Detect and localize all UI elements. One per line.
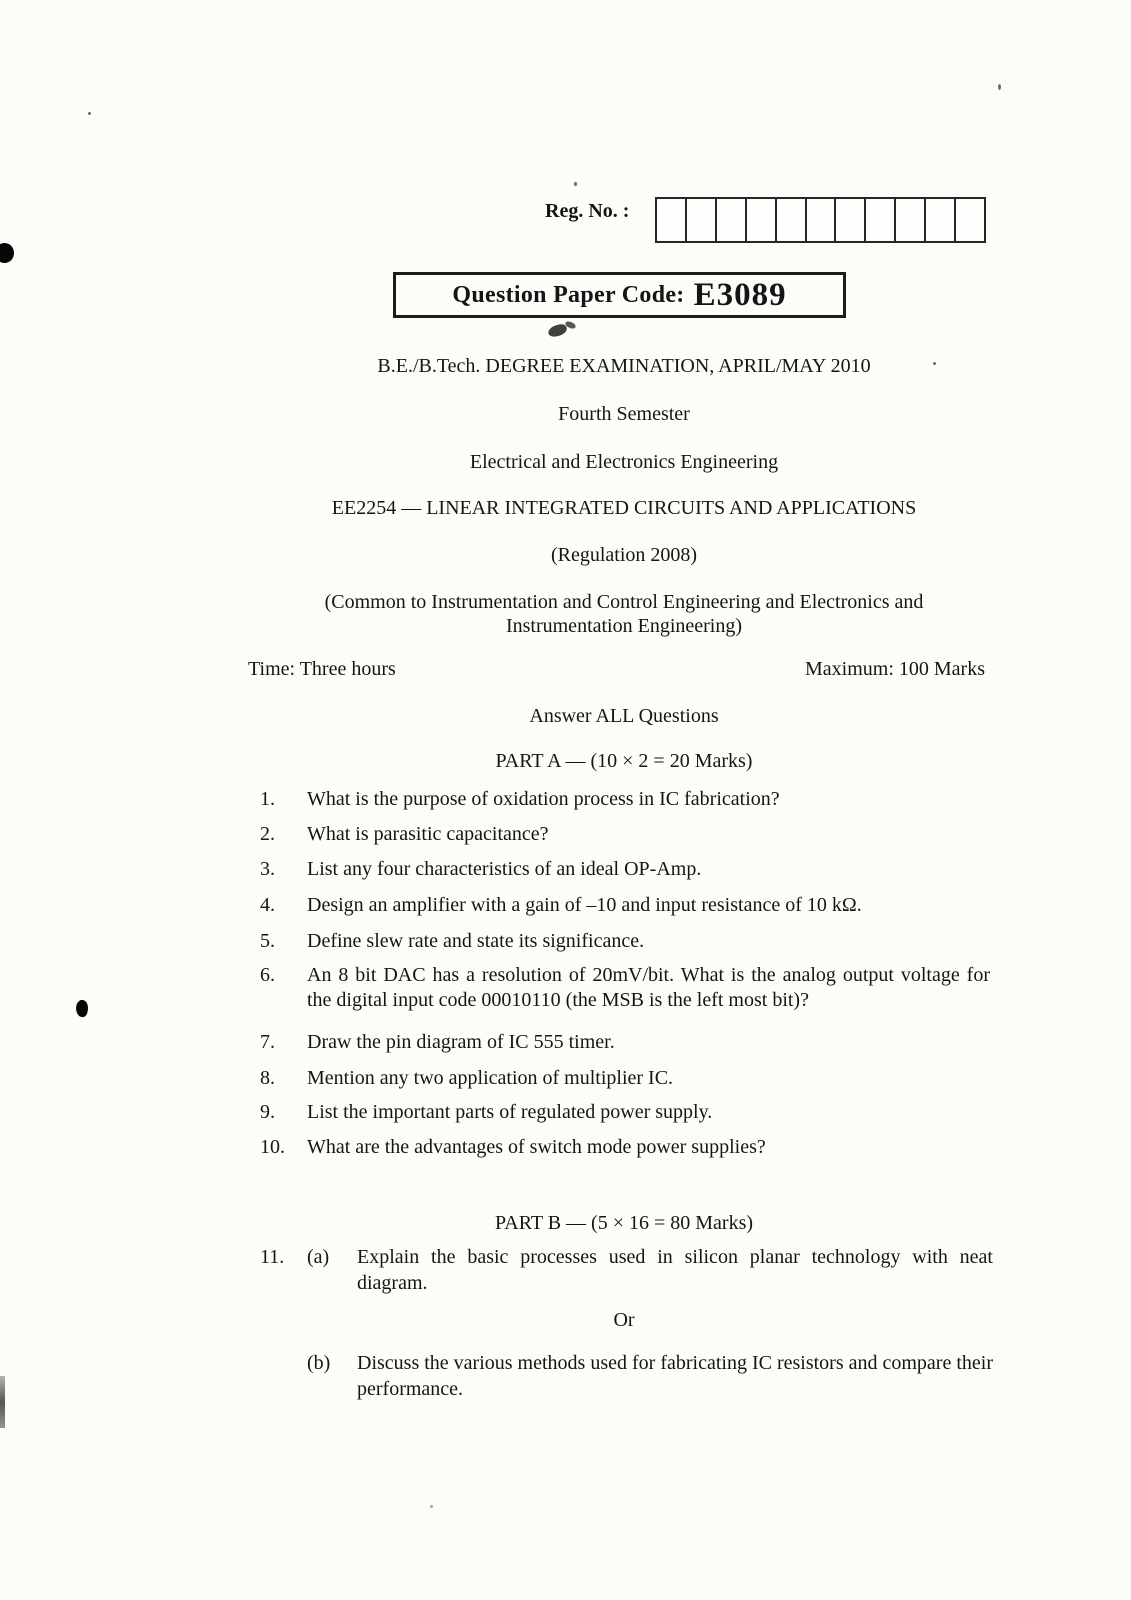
exam-title: B.E./B.Tech. DEGREE EXAMINATION, APRIL/MAY 2010 — [377, 355, 871, 377]
question-row — [260, 963, 990, 1013]
scan-artifact-speck — [998, 84, 1001, 90]
part-b-heading: PART B — (5 × 16 = 80 Marks) — [494, 1212, 754, 1234]
reg-no-cell — [896, 199, 926, 241]
scan-artifact-blob — [0, 243, 14, 263]
reg-no-cell — [657, 199, 687, 241]
option-b-label: (b) — [307, 1352, 331, 1374]
time-marks-row — [248, 658, 985, 681]
question-text: What are the advantages of switch mode power supplies? — [307, 1136, 766, 1158]
max-marks: Maximum: 100 Marks — [805, 658, 985, 680]
question-number: 2. — [260, 823, 275, 845]
question-number: 10. — [260, 1136, 285, 1158]
scan-artifact-speck — [430, 1505, 433, 1508]
scan-artifact-speck — [574, 182, 577, 186]
reg-no-cell — [926, 199, 956, 241]
or-separator: Or — [613, 1309, 635, 1331]
reg-no-label: Reg. No. : — [545, 200, 630, 222]
question-row — [260, 893, 990, 918]
option-a-text: Explain the basic processes used in silicon planar technology with neat diagram. — [357, 1246, 993, 1294]
question-paper-code-value: E3089 — [693, 276, 787, 313]
question-text: What is the purpose of oxidation process in IC fabrication? — [307, 788, 780, 810]
question-number: 8. — [260, 1067, 275, 1089]
question-number: 6. — [260, 964, 275, 986]
scan-artifact-speck — [933, 362, 936, 365]
question-text: What is parasitic capacitance? — [307, 823, 549, 845]
question-11-option-b — [307, 1350, 993, 1402]
course-title: EE2254 — LINEAR INTEGRATED CIRCUITS AND APPLICATIONS — [331, 497, 917, 519]
department: Electrical and Electronics Engineering — [469, 451, 779, 473]
question-text: List any four characteristics of an ideal OP-Amp. — [307, 858, 702, 880]
question-row — [260, 822, 990, 847]
question-number: 11. — [260, 1246, 285, 1268]
question-paper-code-label: Question Paper Code: — [452, 281, 685, 308]
semester: Fourth Semester — [558, 403, 690, 425]
scan-artifact-speck — [88, 112, 91, 115]
question-row — [260, 1066, 990, 1091]
option-a-label: (a) — [307, 1246, 330, 1268]
question-row — [260, 1100, 990, 1125]
answer-instruction: Answer ALL Questions — [529, 705, 719, 727]
question-row — [260, 929, 990, 954]
question-text: Design an amplifier with a gain of –10 and input resistance of 10 kΩ. — [307, 894, 862, 916]
question-number: 3. — [260, 858, 275, 880]
question-text: Mention any two application of multiplier IC. — [307, 1067, 674, 1089]
reg-no-cell — [687, 199, 717, 241]
question-paper-code-box — [393, 272, 846, 318]
question-row — [260, 787, 990, 812]
question-row — [260, 857, 990, 882]
question-11-option-a — [260, 1244, 993, 1296]
question-number: 7. — [260, 1031, 275, 1053]
question-text: Define slew rate and state its significance. — [307, 930, 645, 952]
question-text: List the important parts of regulated power supply. — [307, 1101, 713, 1123]
reg-no-cell — [807, 199, 837, 241]
question-row — [260, 1135, 990, 1160]
part-a-heading: PART A — (10 × 2 = 20 Marks) — [495, 750, 753, 772]
reg-no-cell — [956, 199, 984, 241]
common-note: (Common to Instrumentation and Control Engineering and Electronics and Instrumentation Engineering) — [324, 591, 924, 637]
reg-no-cell — [777, 199, 807, 241]
reg-no-grid — [655, 197, 986, 243]
scan-artifact-streak — [0, 1376, 5, 1428]
reg-no-cell — [717, 199, 747, 241]
question-number: 4. — [260, 894, 275, 916]
time-allowed: Time: Three hours — [248, 658, 396, 680]
question-text: An 8 bit DAC has a resolution of 20mV/bit. What is the analog output voltage for the digital input code 00010110 (the MSB is the left most bit)? — [307, 964, 990, 1011]
scan-artifact-blob — [75, 999, 89, 1018]
question-number: 5. — [260, 930, 275, 952]
reg-no-cell — [866, 199, 896, 241]
option-b-text: Discuss the various methods used for fabricating IC resistors and compare their performance. — [357, 1352, 993, 1400]
question-number: 1. — [260, 788, 275, 810]
reg-no-cell — [836, 199, 866, 241]
question-text: Draw the pin diagram of IC 555 timer. — [307, 1031, 615, 1053]
question-row — [260, 1030, 990, 1055]
question-number: 9. — [260, 1101, 275, 1123]
regulation: (Regulation 2008) — [550, 544, 698, 566]
reg-no-cell — [747, 199, 777, 241]
